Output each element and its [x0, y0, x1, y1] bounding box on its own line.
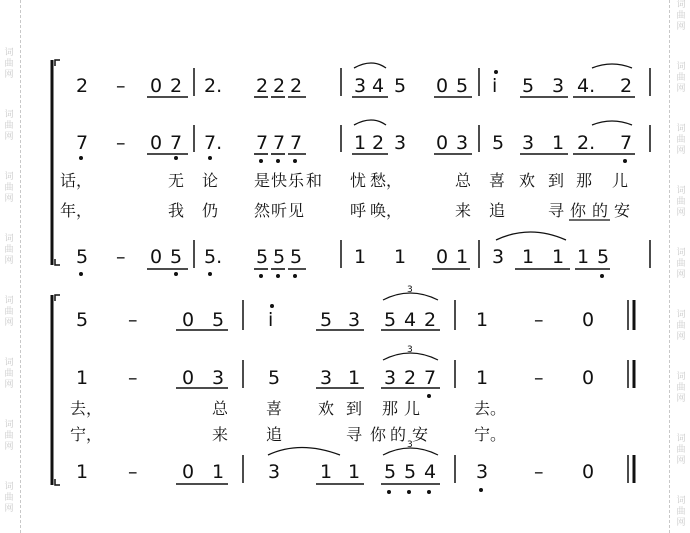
note: 1 — [476, 367, 489, 389]
lyric: 宁， — [70, 425, 103, 444]
note: 5. — [204, 246, 223, 268]
note: 5 — [394, 75, 407, 97]
rest: 0 — [150, 75, 163, 97]
lyric: 儿 — [612, 171, 629, 190]
note: 5 — [384, 461, 397, 483]
note: 2 — [372, 132, 385, 154]
lyric: 的 — [390, 425, 407, 444]
lyric: 宁。 — [474, 425, 507, 444]
triplet-number: 3 — [407, 440, 413, 450]
dash: – — [534, 367, 544, 389]
note: 5 — [456, 75, 469, 97]
lyrics-line-1 — [70, 399, 506, 418]
voice3-row — [76, 461, 594, 483]
lyric: 去。 — [474, 399, 507, 418]
watermark: 词曲网 — [676, 434, 686, 466]
note: 3 — [212, 367, 225, 389]
note: 5 — [522, 75, 535, 97]
note: 2 — [273, 75, 286, 97]
watermark: 词曲网 — [4, 172, 14, 204]
lyric: 听 — [271, 201, 288, 220]
note: 1 — [76, 367, 89, 389]
slur — [354, 63, 386, 68]
rest: 0 — [182, 309, 195, 331]
slur — [268, 448, 340, 456]
note: 5 — [268, 367, 281, 389]
rest: 0 — [582, 309, 595, 331]
note: 2 — [424, 309, 437, 331]
triplet-number: 3 — [407, 285, 413, 295]
watermark: 词曲网 — [676, 496, 686, 528]
lyric: 安 — [412, 425, 429, 444]
octave-dot — [494, 70, 498, 74]
rest: 0 — [436, 132, 449, 154]
lyric: 到 — [346, 399, 363, 418]
rest: 0 — [582, 461, 595, 483]
watermark: 词曲网 — [676, 124, 686, 156]
lyric: 呼 — [350, 201, 367, 220]
note: 1 — [552, 246, 565, 268]
rest: 0 — [150, 132, 163, 154]
lyric: 仍 — [202, 201, 219, 220]
note: 3 — [492, 246, 505, 268]
note: 2. — [204, 75, 223, 97]
note: 5 — [256, 246, 269, 268]
note: 1 — [456, 246, 469, 268]
dash: – — [116, 132, 126, 154]
note: 4 — [404, 309, 417, 331]
note: 7 — [256, 132, 269, 154]
slur — [592, 121, 632, 125]
rest: 0 — [150, 246, 163, 268]
lyric: 无 — [168, 171, 185, 190]
note: 5 — [290, 246, 303, 268]
slur — [354, 120, 386, 125]
lyric: 见 — [288, 201, 305, 220]
note: 3 — [354, 75, 367, 97]
lyrics-line-2 — [60, 201, 630, 220]
watermark: 词曲网 — [676, 62, 686, 94]
note: 7 — [273, 132, 286, 154]
rest: 0 — [182, 367, 195, 389]
rest: 0 — [436, 75, 449, 97]
dash: – — [534, 461, 544, 483]
dash: – — [128, 309, 138, 331]
note: 1 — [394, 246, 407, 268]
note: 3 — [522, 132, 535, 154]
watermark: 词曲网 — [4, 48, 14, 80]
lyric: 来 — [455, 201, 472, 220]
low-octave-dots — [79, 272, 604, 278]
low-octave-dots — [387, 488, 483, 494]
dash: – — [116, 246, 126, 268]
lyric: 总 — [455, 171, 472, 190]
note: 2 — [76, 75, 89, 97]
watermark: 词曲网 — [4, 234, 14, 266]
lyric: 和 — [306, 171, 323, 190]
note: 5 — [76, 309, 89, 331]
lyric: 去， — [70, 399, 103, 418]
lyric: 论 — [202, 171, 219, 190]
lyric: 儿 — [404, 399, 421, 418]
note: 3 — [268, 461, 281, 483]
note: 2. — [577, 132, 596, 154]
note: 5 — [76, 246, 89, 268]
note: 5 — [212, 309, 225, 331]
lyric: 唤， — [370, 201, 403, 220]
note: i — [268, 309, 274, 331]
note: 5 — [404, 461, 417, 483]
note: 3 — [476, 461, 489, 483]
lyric: 寻 — [346, 425, 363, 444]
note: i — [492, 75, 498, 97]
note: 3 — [456, 132, 469, 154]
note: 1 — [76, 461, 89, 483]
note: 1 — [348, 461, 361, 483]
system-brace — [52, 60, 60, 265]
watermark: 词曲网 — [676, 310, 686, 342]
note: 1 — [552, 132, 565, 154]
note: 1 — [476, 309, 489, 331]
slur — [496, 232, 566, 240]
note: 7 — [620, 132, 633, 154]
watermark: 词曲网 — [4, 420, 14, 452]
note: 1 — [354, 132, 367, 154]
note: 7 — [76, 132, 89, 154]
lyric: 年， — [60, 201, 93, 220]
note: 7 — [290, 132, 303, 154]
watermark: 词曲网 — [676, 372, 686, 404]
triplet-number: 3 — [407, 345, 413, 355]
lyric: 忧 — [350, 171, 367, 190]
note: 1 — [320, 461, 333, 483]
note: 3 — [552, 75, 565, 97]
voice1-row — [76, 75, 632, 97]
lyric: 那 — [576, 171, 593, 190]
lyric: 愁， — [370, 171, 403, 190]
note: 2 — [256, 75, 269, 97]
slur — [592, 64, 632, 68]
lyric: 来 — [212, 425, 229, 444]
watermark: 词曲网 — [4, 482, 14, 514]
dash: – — [128, 461, 138, 483]
note: 5 — [384, 309, 397, 331]
note: 1 — [354, 246, 367, 268]
note: 3 — [348, 309, 361, 331]
lyric: 话， — [60, 171, 93, 190]
watermark: 词曲网 — [4, 110, 14, 142]
note: 3 — [384, 367, 397, 389]
watermark: 词曲网 — [676, 0, 686, 32]
note: 3 — [320, 367, 333, 389]
lyrics-line-1 — [60, 171, 628, 190]
lyric: 那 — [382, 399, 399, 418]
note: 2 — [404, 367, 417, 389]
lyric: 然 — [254, 201, 271, 220]
lyric: 快 — [271, 171, 288, 190]
lyric: 寻 — [548, 201, 565, 220]
note: 5 — [320, 309, 333, 331]
note: 5 — [170, 246, 183, 268]
lyric: 总 — [212, 399, 229, 418]
dash: – — [128, 367, 138, 389]
rest: 0 — [582, 367, 595, 389]
note: 5 — [492, 132, 505, 154]
watermark: 词曲网 — [676, 186, 686, 218]
note: 4. — [577, 75, 596, 97]
watermark: 词曲网 — [4, 358, 14, 390]
note: 2 — [620, 75, 633, 97]
voice3-row — [76, 246, 609, 268]
note: 1 — [212, 461, 225, 483]
note: 1 — [348, 367, 361, 389]
lyric: 追 — [489, 201, 506, 220]
lyric: 追 — [266, 425, 283, 444]
lyric: 是 — [254, 171, 271, 190]
low-octave-dots — [79, 156, 627, 163]
lyrics-line-2 — [70, 425, 506, 444]
note: 4 — [372, 75, 385, 97]
watermark: 词曲网 — [4, 296, 14, 328]
note: 7. — [204, 132, 223, 154]
note: 5 — [273, 246, 286, 268]
lyric: 欢 — [519, 171, 536, 190]
note: 7 — [170, 132, 183, 154]
dash: – — [534, 309, 544, 331]
dash: – — [116, 75, 126, 97]
note: 1 — [577, 246, 590, 268]
voice1-row — [76, 309, 594, 331]
voice2-row — [76, 367, 594, 389]
note: 7 — [424, 367, 437, 389]
watermark: 词曲网 — [676, 248, 686, 280]
lyric: 到 — [548, 171, 565, 190]
lyric: 你 — [570, 201, 587, 220]
voice2-row — [76, 132, 632, 154]
note: 4 — [424, 461, 437, 483]
octave-dot — [270, 304, 274, 308]
lyric: 你 — [370, 425, 387, 444]
lyric: 的 — [592, 201, 609, 220]
lyric: 欢 — [318, 399, 335, 418]
lyric: 喜 — [489, 171, 506, 190]
lyric: 我 — [168, 201, 185, 220]
note: 2 — [170, 75, 183, 97]
lyric: 喜 — [266, 399, 283, 418]
rest: 0 — [436, 246, 449, 268]
lyric: 乐 — [288, 171, 305, 190]
lyric: 安 — [614, 201, 631, 220]
note: 1 — [522, 246, 535, 268]
rest: 0 — [182, 461, 195, 483]
low-octave-dot — [427, 394, 431, 398]
system-brace — [52, 295, 60, 485]
note: 3 — [394, 132, 407, 154]
note: 2 — [290, 75, 303, 97]
note: 5 — [597, 246, 610, 268]
